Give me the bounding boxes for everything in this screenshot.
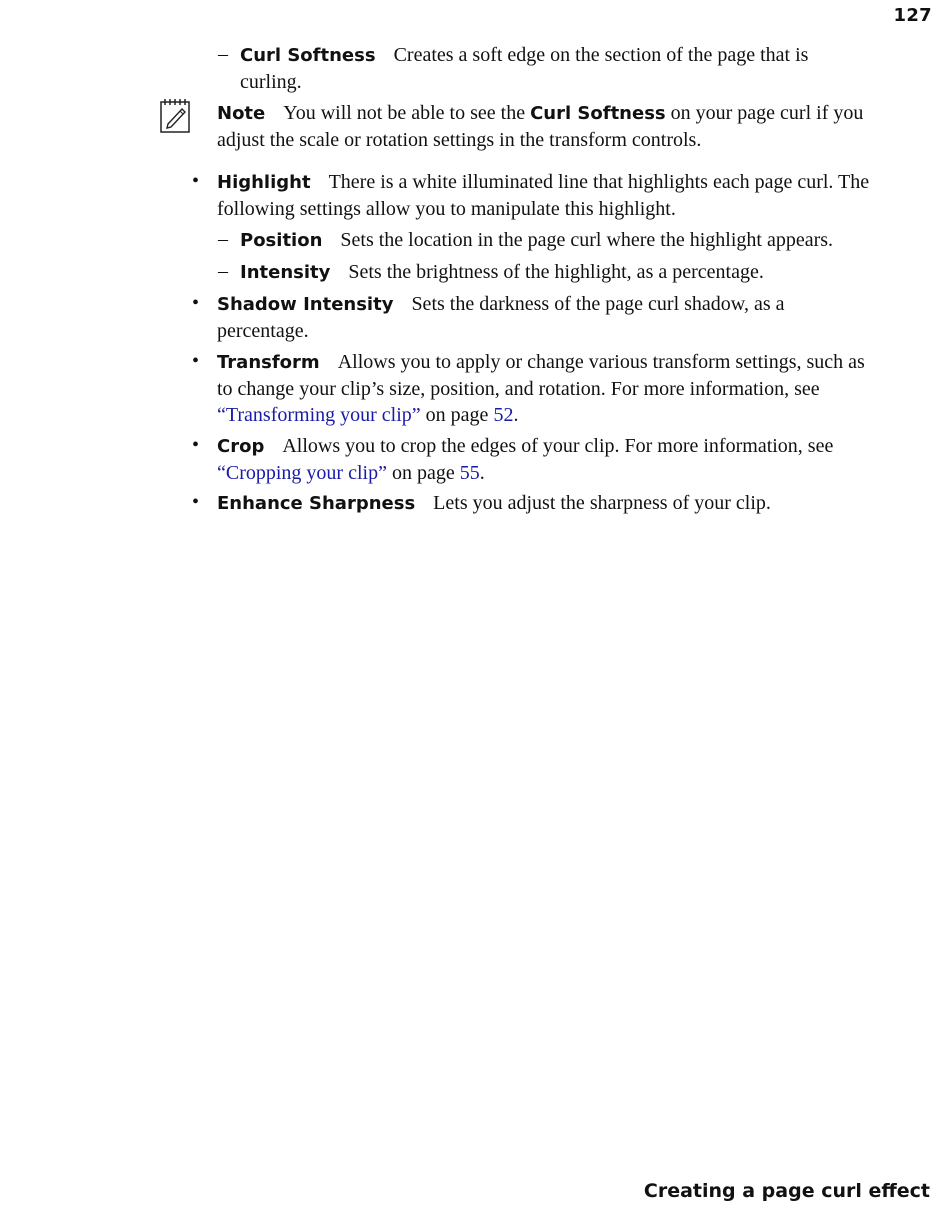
footer-section-title: Creating a page curl effect [643, 1180, 930, 1202]
bullet-marker: • [192, 292, 200, 314]
intensity-term: Intensity [240, 262, 331, 283]
crop-term: Crop [217, 436, 265, 457]
enhance-sharpness-term: Enhance Sharpness [217, 493, 416, 514]
bullet-marker: • [192, 491, 200, 513]
dash-marker: – [218, 228, 228, 250]
transform-on-page: on page [425, 404, 489, 426]
curl-softness-item [240, 42, 860, 95]
transforming-clip-link[interactable]: “Transforming your clip” [217, 404, 421, 426]
highlight-text: There is a white illuminated line that highlights each page curl. The following settings allow you to manipulate this highlight. [217, 171, 870, 220]
highlight-term: Highlight [217, 172, 311, 193]
enhance-sharpness-text: Lets you adjust the sharpness of your clip. [433, 492, 771, 514]
bullet-marker: • [192, 350, 200, 372]
position-item [240, 227, 880, 254]
curl-softness-term: Curl Softness [240, 45, 376, 66]
transform-end: . [513, 404, 519, 426]
crop-on-page: on page [391, 462, 455, 484]
note-term: Curl Softness [530, 103, 666, 124]
crop-page-link[interactable]: 55 [459, 462, 480, 484]
bullet-marker: • [192, 434, 200, 456]
shadow-intensity-term: Shadow Intensity [217, 294, 394, 315]
notepad-pencil-icon [158, 98, 192, 134]
transform-page-link[interactable]: 52 [493, 404, 514, 426]
transform-term: Transform [217, 352, 320, 373]
crop-text: Allows you to crop the edges of your clip. For more information, see [282, 435, 834, 457]
highlight-item [217, 169, 877, 222]
note-label: Note [217, 103, 266, 124]
shadow-intensity-text: Sets the darkness of the page curl shadow, as a percentage. [217, 293, 785, 342]
position-term: Position [240, 230, 323, 251]
crop-end: . [479, 462, 485, 484]
cropping-clip-link[interactable]: “Cropping your clip” [217, 462, 387, 484]
position-text: Sets the location in the page curl where the highlight appears. [340, 229, 834, 251]
transform-text: Allows you to apply or change various transform settings, such as to change your clip’s size, position, and rotation. For more information, see [217, 351, 865, 400]
enhance-sharpness-item [217, 490, 877, 517]
dash-marker: – [218, 260, 228, 282]
shadow-intensity-item [217, 291, 827, 344]
transform-item [217, 349, 877, 428]
note-block [217, 100, 877, 153]
dash-marker: – [218, 43, 228, 65]
crop-item [217, 433, 877, 486]
page-number: 127 [893, 5, 932, 26]
note-text-before: You will not be able to see the [283, 102, 526, 124]
intensity-item [240, 259, 880, 286]
bullet-marker: • [192, 170, 200, 192]
intensity-text: Sets the brightness of the highlight, as a percentage. [348, 261, 764, 283]
curl-softness-text: Creates a soft edge on the section of the page that is curling. [240, 44, 809, 93]
note-text-after: on your page curl if you adjust the scale or rotation settings in the transform controls. [217, 102, 864, 151]
